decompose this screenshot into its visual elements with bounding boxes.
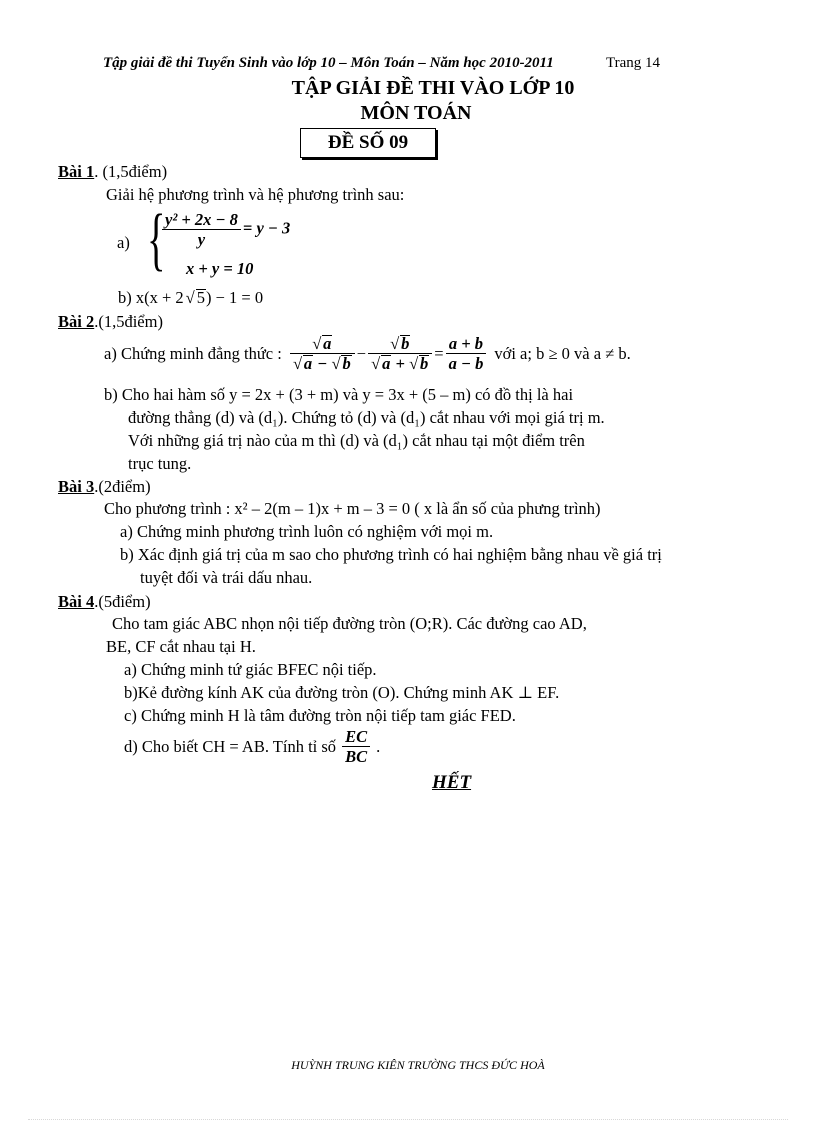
- bai2-b-line3: Với những giá trị nào của m thì (d) và (d₁) cắt nhau tại một điểm trên: [128, 431, 585, 450]
- f2-num: b: [401, 334, 410, 353]
- bai4-intro2: BE, CF cắt nhau tại H.: [106, 637, 256, 656]
- bai2-a-suffix: với a; b ≥ 0 và a ≠ b.: [494, 343, 631, 363]
- running-title: Tập giải đề thi Tuyển Sinh vào lớp 10 – Môn Toán – Năm học 2010-2011: [103, 55, 554, 71]
- bai2-a: a) Chứng minh đẳng thức : $\frac{√ a}{√ a - √ b}$ − $\frac{√ b}{√ a + √ b}$ = $\frac{a + b}{a - b}$ với a; b ≥ 0 và a ≠ b.: [104, 334, 631, 373]
- bai1-b: b) x(x + 2 √ 5) − 1 = 0: [118, 288, 264, 307]
- bai4-d-denominator: BC: [345, 747, 368, 766]
- bai2-fraction-2: $\frac{√ b}{√ a + √ b}$: [368, 334, 432, 373]
- bai2-b-line4: trục tung.: [128, 454, 192, 473]
- bai1-eq1-rhs: = y − 3: [242, 218, 291, 238]
- bai4-a: a) Chứng minh tứ giác BFEC nội tiếp.: [124, 660, 377, 679]
- bai4-d-suffix: .: [376, 736, 381, 756]
- bai4-d-numerator: EC: [345, 727, 368, 746]
- bai4-c: c) Chứng minh H là tâm đường tròn nội tiếp tam giác FED.: [124, 706, 516, 725]
- bai4-points: .(5điểm): [94, 592, 151, 611]
- bai1-label: Bài 1: [58, 162, 95, 181]
- f3-num: a + b: [448, 334, 484, 353]
- bai4-label: Bài 4: [58, 592, 95, 611]
- bai4-d-fraction: [342, 727, 370, 766]
- bai2-heading: [58, 312, 163, 332]
- bai3-b-line2: tuyệt đối và trái dấu nhau.: [140, 568, 313, 587]
- bai3-b-line1: b) Xác định giá trị của m sao cho phương trình có hai nghiệm bằng nhau về giá trị: [120, 545, 662, 564]
- bai3-a: a) Chứng minh phương trình luôn có nghiệm với mọi m.: [120, 522, 494, 541]
- bai4-heading: [58, 592, 151, 612]
- bai2-b-line2: đường thẳng (d) và (d₁). Chứng tỏ (d) và (d₁) cắt nhau với mọi giá trị m.: [128, 408, 605, 427]
- bai2-b-line1: b) Cho hai hàm số y = 2x + (3 + m) và y = 3x + (5 – m) có đồ thị là hai: [104, 385, 574, 404]
- bai2-label: Bài 2: [58, 312, 95, 331]
- exam-number-box: ĐỀ SỐ 09: [300, 128, 436, 158]
- f1-den-b: b: [342, 354, 351, 373]
- page-label: Trang 14: [606, 55, 661, 71]
- f1-num: a: [323, 334, 332, 353]
- bai1-b-radicand: 5: [196, 288, 205, 307]
- bottom-rule: [28, 1119, 788, 1120]
- bai4-d: [124, 727, 380, 766]
- bai3-heading: [58, 477, 151, 497]
- bai4-intro1: Cho tam giác ABC nhọn nội tiếp đường tròn (O;R). Các đường cao AD,: [112, 614, 587, 633]
- main-title: TẬP GIẢI ĐỀ THI VÀO LỚP 10: [291, 77, 575, 99]
- bai1-eq1-numerator: y² + 2x − 8: [165, 210, 238, 229]
- bai1-eq2: x + y = 10: [186, 259, 254, 278]
- bai1-eq1-denominator: y: [197, 230, 206, 249]
- f1-den-a: a: [303, 354, 313, 373]
- bai4-d-prefix: d) Cho biết CH = AB. Tính tỉ số: [124, 736, 337, 756]
- f2-den-b: b: [420, 354, 429, 373]
- bai2-fraction-1: $\frac{√ a}{√ a - √ b}$: [290, 334, 355, 373]
- footer-author: HUỲNH TRUNG KIÊN TRƯỜNG THCS ĐỨC HOÀ: [291, 1058, 545, 1072]
- bai1-intro: Giải hệ phương trình và hệ phương trình sau:: [106, 185, 405, 204]
- bai1-heading: [58, 162, 167, 182]
- bai3-label: Bài 3: [58, 477, 95, 496]
- bai4-b: b)Kẻ đường kính AK của đường tròn (O). Chứng minh AK ⊥ EF.: [124, 683, 560, 702]
- bai2-fraction-3: [446, 334, 487, 373]
- bai1-eq1: [160, 210, 290, 249]
- bai1-a-label: a): [117, 233, 130, 252]
- bai1-b-end: ) − 1 = 0: [205, 288, 264, 307]
- system-brace: {: [147, 201, 166, 278]
- bai2-a-prefix: a) Chứng minh đẳng thức :: [104, 343, 282, 363]
- bai3-intro: Cho phương trình : x² – 2(m – 1)x + m – 3 = 0 ( x là ẩn số của phưng trình): [104, 499, 601, 518]
- f2-den-a: a: [382, 354, 391, 373]
- bai1-eq1-fraction: [162, 210, 241, 249]
- end-mark: HẾT: [432, 772, 472, 793]
- bai3-points: .(2điểm): [94, 477, 151, 496]
- bai2-points: .(1,5điểm): [94, 312, 163, 331]
- f3-den: a − b: [448, 354, 484, 373]
- subject-title: MÔN TOÁN: [360, 102, 472, 124]
- bai1-b-text: b) x(x + 2: [118, 288, 184, 307]
- bai1-points: . (1,5điểm): [94, 162, 168, 181]
